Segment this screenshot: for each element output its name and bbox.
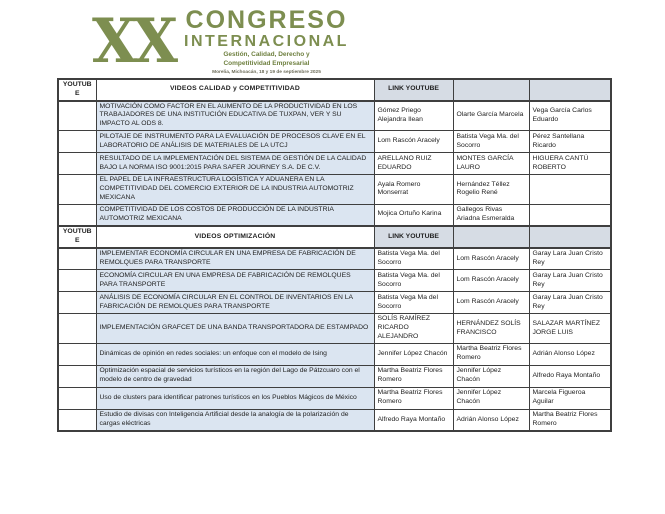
section-header-row bbox=[58, 79, 611, 101]
author-cell: HERNÁNDEZ SOLÍS FRANCISCO bbox=[453, 314, 529, 343]
table-row bbox=[58, 343, 611, 365]
author-cell: Garay Lara Juan Cristo Rey bbox=[529, 248, 611, 270]
logo-location: Morelia, Michoacán, 18 y 19 de septiembre 2025 bbox=[212, 70, 321, 76]
youtube-cell bbox=[58, 365, 96, 387]
author-cell: SOLÍS RAMÍREZ RICARDO ALEJANDRO bbox=[374, 314, 453, 343]
logo-tagline-line1: Gestión, Calidad, Derecho y bbox=[223, 51, 310, 58]
author-cell: Martha Beatriz Flores Romero bbox=[374, 365, 453, 387]
author-cell: Adrián Alonso López bbox=[529, 343, 611, 365]
link-youtube-header: LINK YOUTUBE bbox=[374, 79, 453, 101]
video-title-cell: Dinámicas de opinión en redes sociales: un enfoque con el modelo de Ising bbox=[96, 343, 374, 365]
author-cell: Hernández Téllez Rogelio René bbox=[453, 175, 529, 204]
logo-xx-mark: XX bbox=[92, 5, 175, 77]
logo-title: CONGRESO bbox=[185, 6, 348, 34]
author-cell: Garay Lara Juan Cristo Rey bbox=[529, 270, 611, 292]
table-row bbox=[58, 292, 611, 314]
empty-header-cell bbox=[453, 226, 529, 248]
author-cell: ARELLANO RUIZ EDUARDO bbox=[374, 153, 453, 175]
author-cell: Batista Vega Ma del Socorro bbox=[374, 292, 453, 314]
author-cell: Batista Vega Ma. del Socorro bbox=[374, 248, 453, 270]
table-row bbox=[58, 248, 611, 270]
youtube-cell bbox=[58, 101, 96, 131]
youtube-cell bbox=[58, 387, 96, 409]
author-cell: Lom Rascón Aracely bbox=[453, 270, 529, 292]
logo-tagline-line2: Competitividad Empresarial bbox=[223, 60, 310, 68]
author-cell: Jennifer López Chacón bbox=[453, 387, 529, 409]
youtube-cell bbox=[58, 204, 96, 226]
author-cell: Martha Beatriz Flores Romero bbox=[453, 343, 529, 365]
video-title-cell: ECONOMÍA CIRCULAR EN UNA EMPRESA DE FABRICACIÓN DE REMOLQUES PARA TRANSPORTE bbox=[96, 270, 374, 292]
video-title-cell: MOTIVACIÓN COMO FACTOR EN EL AUMENTO DE LA PRODUCTIVIDAD EN LOS TRABAJADORES DE UNA INSTITUCIÓN EDUCATIVA DE TUXPAN, VER Y SU IMPACTO AL ODS 8. bbox=[96, 101, 374, 131]
youtube-cell bbox=[58, 314, 96, 343]
congress-logo bbox=[92, 5, 349, 83]
table-row bbox=[58, 175, 611, 204]
author-cell: Jennifer López Chacón bbox=[374, 343, 453, 365]
author-cell: Lom Rascón Aracely bbox=[374, 131, 453, 153]
author-cell: Garay Lara Juan Cristo Rey bbox=[529, 292, 611, 314]
author-cell: Adrián Alonso López bbox=[453, 409, 529, 431]
youtube-cell bbox=[58, 153, 96, 175]
link-youtube-header: LINK YOUTUBE bbox=[374, 226, 453, 248]
video-title-cell: ANÁLISIS DE ECONOMÍA CIRCULAR EN EL CONTROL DE INVENTARIOS EN LA FABRICACIÓN DE REMOLQUES PARA TRANSPORTE bbox=[96, 292, 374, 314]
author-cell bbox=[529, 175, 611, 204]
author-cell bbox=[529, 204, 611, 226]
author-cell: HIGUERA CANTÚ ROBERTO bbox=[529, 153, 611, 175]
logo-subtitle: INTERNACIONAL bbox=[184, 33, 349, 50]
youtube-cell bbox=[58, 248, 96, 270]
author-cell: Pérez Santellana Ricardo bbox=[529, 131, 611, 153]
empty-header-cell bbox=[529, 79, 611, 101]
section-title-header: VIDEOS OPTIMIZACIÓN bbox=[96, 226, 374, 248]
author-cell: SALAZAR MARTÍNEZ JORGE LUIS bbox=[529, 314, 611, 343]
author-cell: Martha Beatriz Flores Romero bbox=[374, 387, 453, 409]
table-row bbox=[58, 270, 611, 292]
author-cell: Ayala Romero Monserrat bbox=[374, 175, 453, 204]
youtube-cell bbox=[58, 175, 96, 204]
author-cell: Jennifer López Chacón bbox=[453, 365, 529, 387]
empty-header-cell bbox=[529, 226, 611, 248]
author-cell: MONTES GARCÍA LAURO bbox=[453, 153, 529, 175]
author-cell: Batista Vega Ma. del Socorro bbox=[453, 131, 529, 153]
empty-header-cell bbox=[453, 79, 529, 101]
author-cell: Olarte García Marcela bbox=[453, 101, 529, 131]
video-title-cell: Optimización espacial de servicios turísticos en la región del Lago de Pátzcuaro con el modelo de centro de gravedad bbox=[96, 365, 374, 387]
video-title-cell: EL PAPEL DE LA INFRAESTRUCTURA LOGÍSTICA Y ADUANERA EN LA COMPETITIVIDAD DEL COMERCIO EXTERIOR DE LA INDUSTRIA AUTOMOTRIZ MEXICANA bbox=[96, 175, 374, 204]
author-cell: Alfredo Raya Montaño bbox=[374, 409, 453, 431]
author-cell: Mojica Ortuño Karina bbox=[374, 204, 453, 226]
author-cell: Vega García Carlos Eduardo bbox=[529, 101, 611, 131]
youtube-cell bbox=[58, 343, 96, 365]
youtube-column-header: YOUTUBE bbox=[58, 226, 96, 248]
author-cell: Marcela Figueroa Aguilar bbox=[529, 387, 611, 409]
table-row bbox=[58, 365, 611, 387]
section-header-row bbox=[58, 226, 611, 248]
youtube-cell bbox=[58, 409, 96, 431]
video-title-cell: IMPLEMENTACIÓN GRAFCET DE UNA BANDA TRANSPORTADORA DE ESTAMPADO bbox=[96, 314, 374, 343]
section-title-header: VIDEOS CALIDAD y COMPETITIVIDAD bbox=[96, 79, 374, 101]
youtube-cell bbox=[58, 292, 96, 314]
video-title-cell: PILOTAJE DE INSTRUMENTO PARA LA EVALUACIÓN DE PROCESOS CLAVE EN EL LABORATORIO DE ANÁLISIS DE MATERIALES DE LA UTCJ bbox=[96, 131, 374, 153]
youtube-cell bbox=[58, 131, 96, 153]
author-cell: Martha Beatriz Flores Romero bbox=[529, 409, 611, 431]
video-title-cell: COMPETITIVIDAD DE LOS COSTOS DE PRODUCCIÓN DE LA INDUSTRIA AUTOMOTRIZ MEXICANA bbox=[96, 204, 374, 226]
table-row bbox=[58, 204, 611, 226]
videos-table bbox=[57, 78, 612, 432]
table-row bbox=[58, 387, 611, 409]
youtube-cell bbox=[58, 270, 96, 292]
author-cell: Lom Rascón Aracely bbox=[453, 292, 529, 314]
author-cell: Gallegos Rivas Ariadna Esmeralda bbox=[453, 204, 529, 226]
table-row bbox=[58, 131, 611, 153]
logo-text-block bbox=[184, 8, 349, 83]
author-cell: Batista Vega Ma. del Socorro bbox=[374, 270, 453, 292]
table-row bbox=[58, 314, 611, 343]
video-title-cell: Estudio de divisas con Inteligencia Artificial desde la analogía de la polarización de cargas eléctricas bbox=[96, 409, 374, 431]
youtube-column-header: YOUTUBE bbox=[58, 79, 96, 101]
author-cell: Lom Rascón Aracely bbox=[453, 248, 529, 270]
table-row bbox=[58, 153, 611, 175]
video-title-cell: Uso de clusters para identificar patrones turísticos en los Pueblos Mágicos de México bbox=[96, 387, 374, 409]
video-title-cell: RESULTADO DE LA IMPLEMENTACIÓN DEL SISTEMA DE GESTIÓN DE LA CALIDAD BAJO LA NORMA ISO 9001:2015 PARA SAFER JOURNEY S.A. DE C.V. bbox=[96, 153, 374, 175]
table-row bbox=[58, 101, 611, 131]
author-cell: Alfredo Raya Montaño bbox=[529, 365, 611, 387]
author-cell: Gómez Priego Alejandra Ilean bbox=[374, 101, 453, 131]
video-title-cell: IMPLEMENTAR ECONOMÍA CIRCULAR EN UNA EMPRESA DE FABRICACIÓN DE REMOLQUES PARA TRANSPORTE bbox=[96, 248, 374, 270]
table-row bbox=[58, 409, 611, 431]
